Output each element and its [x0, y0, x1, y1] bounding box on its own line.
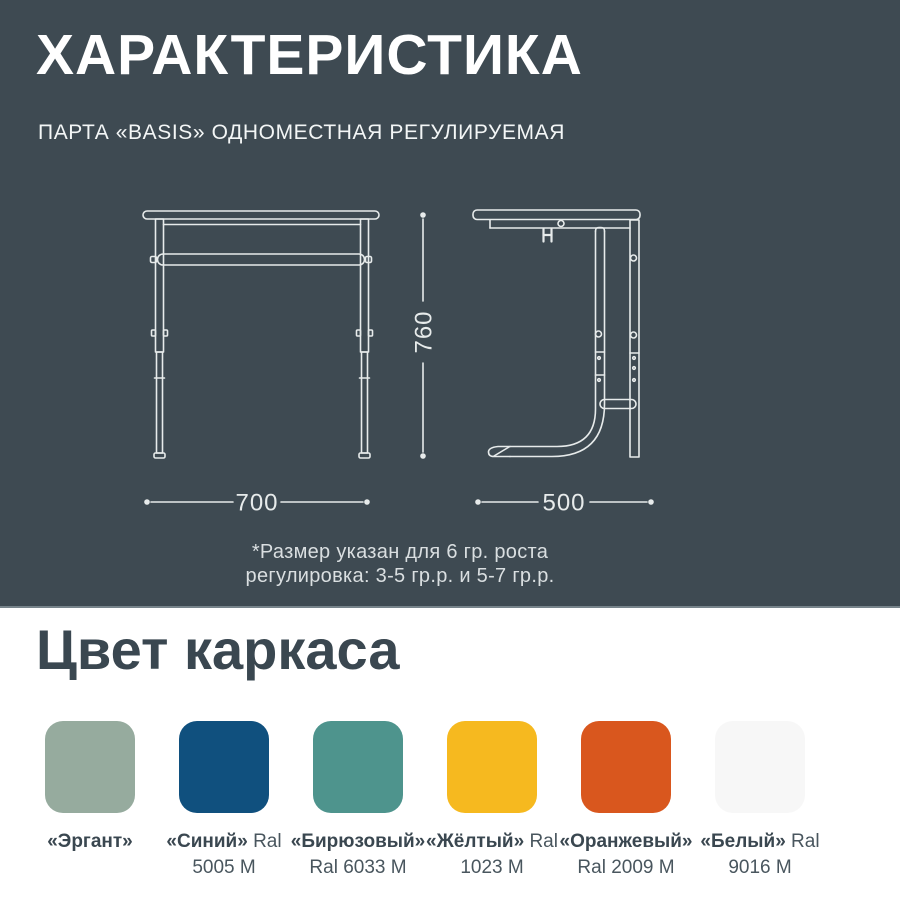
size-note-line1: *Размер указан для 6 гр. роста [251, 541, 549, 563]
color-swatch-ergant [45, 721, 135, 813]
color-name: «Жёлтый» [426, 831, 525, 852]
color-swatch-turquoise [313, 721, 403, 813]
color-option-white [693, 721, 827, 881]
color-label [551, 829, 701, 881]
color-name: «Эргант» [47, 831, 133, 852]
frame-colors-section [0, 608, 900, 900]
color-swatches-row [23, 721, 827, 881]
color-option-yellow [425, 721, 559, 881]
color-label [685, 829, 835, 881]
color-name: «Белый» [700, 831, 786, 852]
color-label [417, 829, 567, 881]
color-name: «Оранжевый» [559, 831, 693, 852]
color-name: «Бирюзовый» [290, 831, 426, 852]
dimension-marks-and-labels [144, 212, 654, 516]
dimension-label-width: 700 [235, 489, 279, 517]
color-ral-code: Ral 9016 M [728, 831, 820, 878]
color-swatch-blue [179, 721, 269, 813]
color-label [283, 829, 433, 881]
size-note [180, 541, 620, 588]
color-option-blue [157, 721, 291, 881]
size-note-line2: регулировка: 3-5 гр.р. и 5-7 гр.р. [245, 564, 555, 587]
color-swatch-orange [581, 721, 671, 813]
color-label [15, 829, 165, 855]
desk-side-view-drawing [473, 210, 640, 457]
frame-colors-title: Цвет каркаса [36, 618, 400, 681]
drawing-strokes [143, 210, 647, 502]
color-swatch-yellow [447, 721, 537, 813]
color-ral-code: Ral 5005 M [192, 831, 282, 878]
page-title: ХАРАКТЕРИСТИКА [36, 23, 583, 87]
color-label [149, 829, 299, 881]
color-option-ergant [23, 721, 157, 881]
color-ral-code: Ral 1023 M [460, 831, 558, 878]
product-subtitle: ПАРТА «BASIS» ОДНОМЕСТНАЯ РЕГУЛИРУЕМАЯ [38, 121, 566, 144]
dimension-label-depth: 500 [542, 489, 586, 517]
color-ral-code: Ral 2009 M [577, 857, 675, 878]
desk-front-view-drawing [143, 211, 379, 458]
bag-hook-icon [544, 229, 552, 242]
color-name: «Синий» [166, 831, 248, 852]
color-ral-code: Ral 6033 M [309, 857, 407, 878]
color-option-orange [559, 721, 693, 881]
color-option-turquoise [291, 721, 425, 881]
dimension-label-height: 760 [410, 310, 438, 354]
color-swatch-white [715, 721, 805, 813]
